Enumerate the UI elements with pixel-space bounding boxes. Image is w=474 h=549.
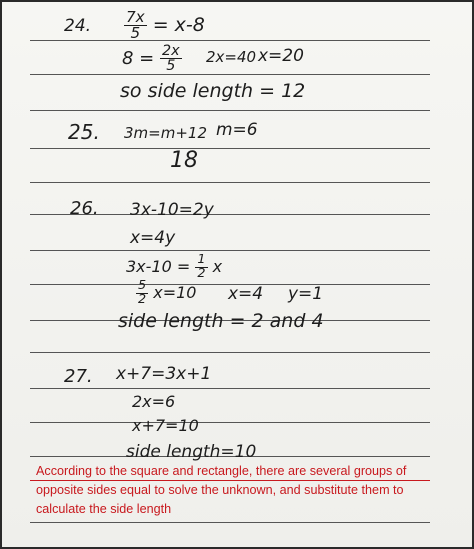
problem-25-line-1: 3m=m+12	[124, 124, 207, 142]
problem-27-line-1: x+7=3x+1	[116, 364, 212, 384]
fraction-numerator: 2x	[162, 43, 180, 59]
problem-24-line-3: so side length = 12	[120, 80, 306, 102]
problem-26-number: 26.	[70, 198, 99, 219]
problem-24-line-2	[122, 44, 182, 74]
explanation-text: According to the square and rectangle, there are several groups of opposite sides equal to solve the unknown, and substitute them to calculate the side length	[36, 464, 407, 516]
equation-text: 8 =	[122, 47, 155, 69]
ruled-line	[30, 110, 430, 111]
problem-25-number: 25.	[68, 120, 100, 144]
ruled-line	[30, 74, 430, 75]
fraction-numerator: 1	[197, 252, 206, 267]
fraction	[124, 10, 147, 41]
ruled-line	[30, 182, 430, 183]
fraction-numerator: 7x	[126, 8, 145, 26]
problem-27-line-4: side length=10	[126, 442, 257, 462]
ruled-line	[30, 352, 430, 353]
problem-27-number: 27.	[64, 366, 93, 387]
fraction-denominator: 5	[166, 58, 176, 75]
ruled-line	[30, 522, 430, 523]
ruled-line	[30, 148, 430, 149]
problem-26-line-2: x=4y	[130, 228, 176, 248]
problem-24-line-2-right: x=20	[258, 46, 304, 66]
problem-26-line-4	[136, 280, 196, 307]
problem-26-line-5: side length = 2 and 4	[118, 310, 324, 332]
fraction-denominator: 2	[197, 265, 206, 281]
problem-24-line-1	[124, 10, 205, 41]
problem-26-line-3	[126, 254, 222, 281]
equation-text: x=10	[153, 282, 197, 302]
problem-24-line-2-mid: 2x=40	[206, 48, 257, 66]
problem-24-number: 24.	[64, 16, 92, 36]
fraction-numerator: 5	[138, 278, 147, 293]
equation-text: x	[212, 256, 223, 276]
problem-26-x-value: x=4	[228, 284, 264, 304]
problem-25-line-1-right: m=6	[216, 120, 258, 140]
fraction	[195, 254, 207, 281]
problem-26-y-value: y=1	[288, 284, 324, 304]
fraction-denominator: 2	[138, 291, 147, 307]
problem-26-line-1: 3x-10=2y	[130, 200, 214, 220]
fraction	[160, 44, 182, 74]
ruled-line	[30, 388, 430, 389]
ruled-line	[30, 40, 430, 41]
problem-25-line-2: 18	[170, 148, 198, 173]
fraction	[136, 280, 148, 307]
problem-27-line-3: x+7=10	[132, 416, 199, 435]
ruled-line	[30, 250, 430, 251]
fraction-denominator: 5	[130, 24, 141, 43]
problem-27-line-2: 2x=6	[132, 392, 176, 411]
ruled-line	[30, 422, 430, 423]
equation-text: = x-8	[152, 14, 205, 37]
equation-text: 3x-10 =	[126, 256, 191, 276]
